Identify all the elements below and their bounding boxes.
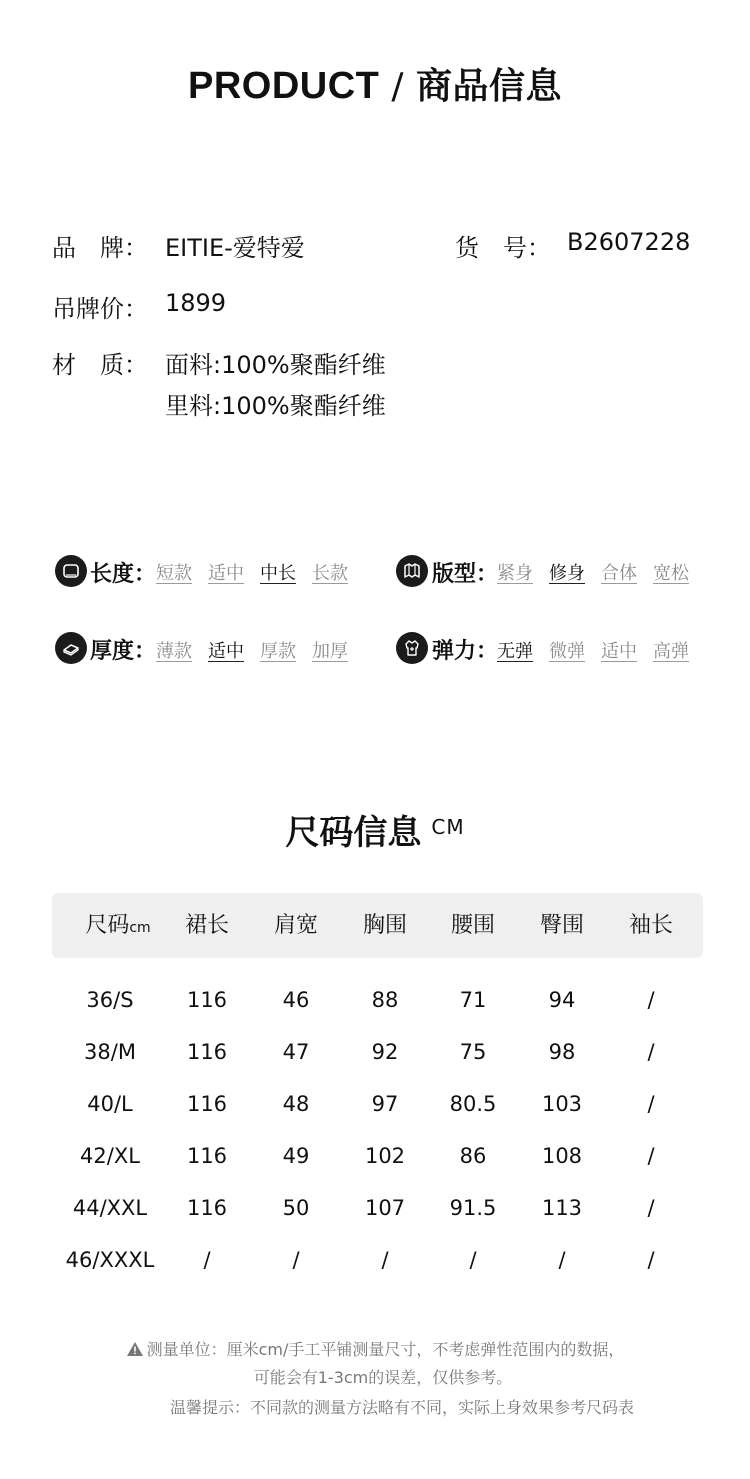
measure-cell: / [647,988,655,1012]
thickness-option-selected: 适中 [208,641,244,662]
measure-cell: 116 [186,1092,228,1116]
measure-cell: 102 [364,1144,406,1168]
measure-cell: 88 [371,988,399,1012]
elasticity-icon [396,632,428,664]
measure-cell: 50 [282,1196,310,1220]
length-options [156,559,348,585]
warning-icon [126,1341,144,1357]
fit-option-selected: 修身 [549,563,585,584]
elasticity-option: 高弹 [653,641,689,662]
measure-cell: 116 [186,988,228,1012]
size-cell: 40/L [87,1092,133,1116]
measure-cell: 48 [282,1092,310,1116]
measure-cell: 91.5 [449,1196,497,1220]
measure-cell: / [381,1248,389,1272]
measure-cell: 108 [541,1144,583,1168]
size-title-text: 尺码信息 [285,813,422,853]
thickness-option: 厚款 [260,641,296,662]
material-label: 材 质： [52,351,148,379]
measure-cell: 103 [541,1092,583,1116]
measure-cell: 113 [541,1196,583,1220]
thickness-option: 薄款 [156,641,192,662]
size-section-title [0,805,750,854]
measurement-note-text: 测量单位：厘米cm/手工平铺测量尺寸，不考虑弹性范围内的数据， [146,1340,625,1359]
measure-cell: 94 [548,988,576,1012]
measurement-note [0,1337,750,1360]
measure-cell: 46 [282,988,310,1012]
measure-cell: / [647,1248,655,1272]
length-option: 适中 [208,563,244,584]
material-lining: 里料:100%聚酯纤维 [165,392,386,420]
fit-option: 紧身 [497,563,533,584]
error-note: 可能会有1-3cm的误差，仅供参考。 [253,1368,513,1387]
col-header-unit: cm [129,920,151,936]
fabric-thickness-icon [55,632,87,664]
brand-value: EITIE-爱特爱 [165,234,305,262]
fit-option: 合体 [601,563,637,584]
price-value: 1899 [165,289,227,317]
sku-value: B2607228 [567,228,691,256]
thickness-label: 厚度： [90,639,157,664]
thickness-options [156,637,348,663]
measure-cell: / [292,1248,300,1272]
measure-cell: 97 [371,1092,399,1116]
length-label: 长度： [90,562,157,587]
measure-cell: 116 [186,1196,228,1220]
col-header-shoulder: 肩宽 [273,913,318,938]
size-cell: 44/XXL [72,1196,148,1220]
measure-cell: / [558,1248,566,1272]
measure-cell: / [647,1196,655,1220]
measure-cell: 47 [282,1040,310,1064]
fit-option: 宽松 [653,563,689,584]
size-cell: 46/XXXL [65,1248,155,1272]
material-outer: 面料:100%聚酯纤维 [165,351,386,379]
col-header-length: 裙长 [184,913,229,938]
size-cell: 42/XL [80,1144,140,1168]
measure-cell: / [647,1144,655,1168]
measure-cell: 80.5 [449,1092,497,1116]
measure-cell: 107 [364,1196,406,1220]
elasticity-option: 微弹 [549,641,585,662]
measure-cell: 71 [459,988,487,1012]
measure-cell: 75 [459,1040,487,1064]
measure-cell: / [469,1248,477,1272]
col-header-hip: 臀围 [539,913,584,938]
fit-icon [396,555,428,587]
elasticity-option-selected: 无弹 [497,641,533,662]
measure-cell: / [647,1040,655,1064]
length-option: 长款 [312,563,348,584]
title-en: PRODUCT [187,65,380,107]
dress-length-icon [55,555,87,587]
length-option: 短款 [156,563,192,584]
measure-cell: 98 [548,1040,576,1064]
sku-label: 货 号： [455,234,551,262]
col-header-waist: 腰围 [450,913,495,938]
elasticity-option: 适中 [601,641,637,662]
tip-note: 温馨提示：不同款的测量方法略有不同，实际上身效果参考尺码表 [169,1398,634,1417]
page-title [0,58,750,109]
fit-label: 版型： [432,562,499,587]
brand-label: 品 牌： [52,234,148,262]
size-cell: 38/M [84,1040,136,1064]
col-header-size-text: 尺码 [85,913,130,938]
size-title-unit: CM [431,815,465,839]
col-header-size [68,893,168,958]
elasticity-options [497,637,689,663]
elasticity-label: 弹力： [432,639,499,664]
price-label: 吊牌价： [52,295,148,323]
measure-cell: 116 [186,1144,228,1168]
measure-cell: / [203,1248,211,1272]
fit-options [497,559,689,585]
size-cell: 36/S [86,988,134,1012]
measure-cell: 49 [282,1144,310,1168]
col-header-bust: 胸围 [362,913,407,938]
thickness-option: 加厚 [312,641,348,662]
measure-cell: 86 [459,1144,487,1168]
title-cn: 商品信息 [416,66,563,107]
measure-cell: 116 [186,1040,228,1064]
length-option-selected: 中长 [260,563,296,584]
title-separator: / [391,66,404,107]
measure-cell: / [647,1092,655,1116]
col-header-sleeve: 袖长 [628,913,673,938]
measure-cell: 92 [371,1040,399,1064]
